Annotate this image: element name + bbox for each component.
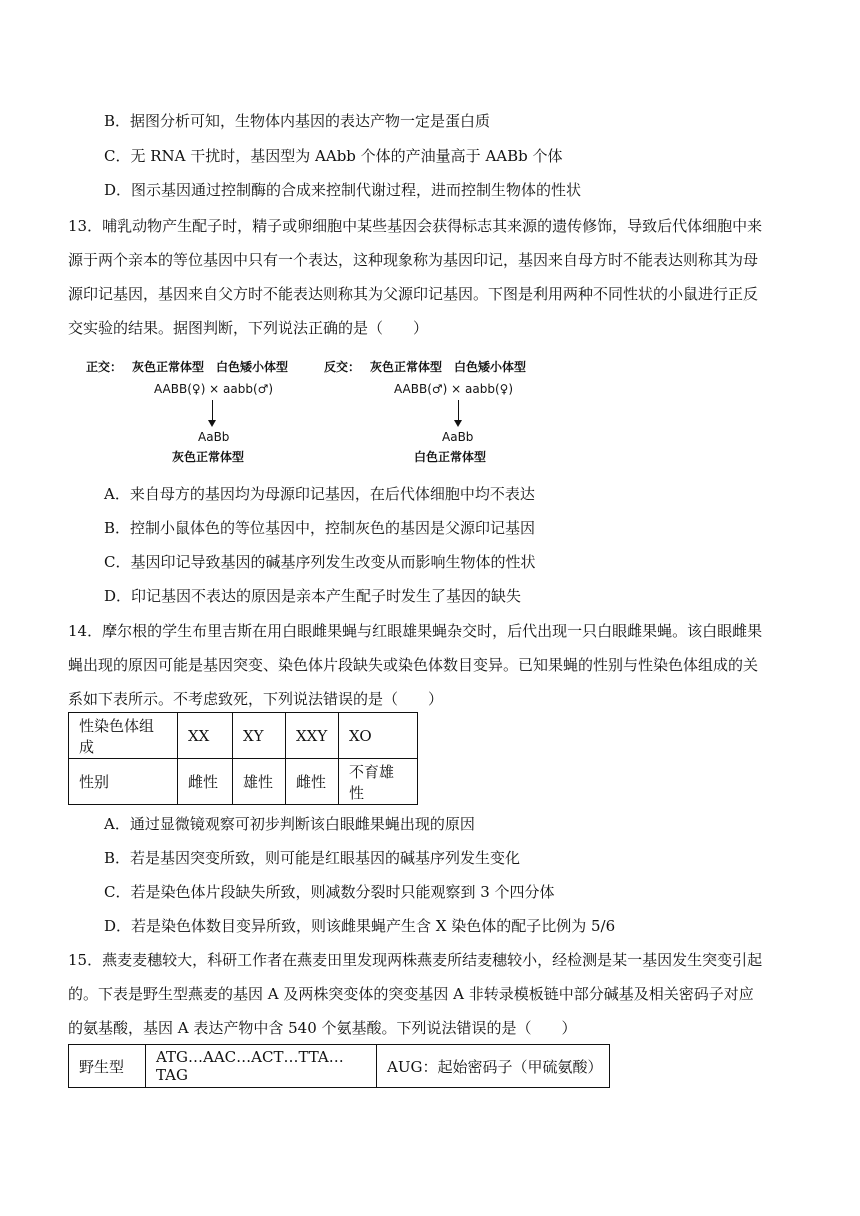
q13-option-c: C．基因印记导致基因的碱基序列发生改变从而影响生物体的性状 [104, 553, 536, 571]
reverse-cross-label: 反交： [324, 360, 361, 374]
q15-stem-line-1: 15．燕麦麦穗较大，科研工作者在燕麦田里发现两株燕麦所结麦穗较小，经检测是某一基因发生突变引起 [68, 951, 763, 969]
sex-chromosome-table [68, 712, 418, 805]
reverse-parents: 灰色正常体型 白色矮小体型 [370, 360, 527, 374]
forward-arrow-head-icon [208, 420, 216, 427]
q14-stem-line-3: 系如下表所示。不考虑致死，下列说法错误的是（ ） [68, 690, 444, 708]
q15-stem-line-3: 的氨基酸，基因 A 表达产物中含 540 个氨基酸。下列说法错误的是（ ） [68, 1019, 577, 1037]
forward-parents: 灰色正常体型 白色矮小体型 [132, 360, 289, 374]
table-cell: XO [339, 713, 418, 759]
q15-stem-line-2: 的。下表是野生型燕麦的基因 A 及两株突变体的突变基因 A 非转录模板链中部分碱基及相关密码子对应 [68, 985, 754, 1003]
q14-stem-line-1: 14．摩尔根的学生布里吉斯在用白眼雌果蝇与红眼雄果蝇杂交时，后代出现一只白眼雌果蝇。该白眼雌果 [68, 622, 763, 640]
reverse-offspring-phenotype: 白色正常体型 [414, 450, 487, 464]
table-cell: AUG：起始密码子（甲硫氨酸） [377, 1045, 610, 1088]
forward-cross-label: 正交： [86, 360, 123, 374]
reverse-arrow-head-icon [454, 420, 462, 427]
q13-stem-line-4: 交实验的结果。据图判断，下列说法正确的是（ ） [68, 319, 429, 337]
forward-cross-genotypes: AABB(♀) × aabb(♂) [154, 382, 274, 396]
forward-offspring-genotype: AaBb [198, 430, 230, 444]
table-cell: XY [233, 713, 286, 759]
q13-option-a: A．来自母方的基因均为母源印记基因，在后代体细胞中均不表达 [104, 485, 535, 503]
table-cell: XX [178, 713, 233, 759]
table-row [69, 759, 418, 805]
q13-stem-line-2: 源于两个亲本的等位基因中只有一个表达，这种现象称为基因印记，基因来自母方时不能表达则称其为母 [68, 251, 759, 269]
table-cell: ATG…AAC…ACT…TTA…TAG [146, 1045, 377, 1088]
gene-table [68, 1044, 610, 1088]
reverse-arrow-icon [458, 400, 459, 422]
q14-stem-line-2: 蝇出现的原因可能是基因突变、染色体片段缺失或染色体数目变异。已知果蝇的性别与性染色体组成的关 [68, 656, 759, 674]
forward-arrow-icon [212, 400, 213, 422]
q14-option-d: D．若是染色体数目变异所致，则该雌果蝇产生含 X 染色体的配子比例为 5/6 [104, 917, 616, 935]
q13-stem-line-1: 13．哺乳动物产生配子时，精子或卵细胞中某些基因会获得标志其来源的遗传修饰，导致后代体细胞中来 [68, 217, 763, 235]
q14-option-b: B．若是基因突变所致，则可能是红眼基因的碱基序列发生变化 [104, 849, 521, 867]
table-row [69, 1045, 610, 1088]
table-row [69, 713, 418, 759]
table-cell: 雌性 [286, 759, 339, 805]
q14-option-c: C．若是染色体片段缺失所致，则减数分裂时只能观察到 3 个四分体 [104, 883, 555, 901]
q14-option-a: A．通过显微镜观察可初步判断该白眼雌果蝇出现的原因 [104, 815, 475, 833]
table-cell: XXY [286, 713, 339, 759]
q13-option-b: B．控制小鼠体色的等位基因中，控制灰色的基因是父源印记基因 [104, 519, 536, 537]
table-cell: 性别 [69, 759, 178, 805]
q12-option-b: B．据图分析可知，生物体内基因的表达产物一定是蛋白质 [104, 112, 491, 130]
q12-option-c: C．无 RNA 干扰时，基因型为 AAbb 个体的产油量高于 AABb 个体 [104, 147, 563, 165]
reverse-cross-genotypes: AABB(♂) × aabb(♀) [394, 382, 514, 396]
table-cell: 性染色体组成 [69, 713, 178, 759]
q12-option-d: D．图示基因通过控制酶的合成来控制代谢过程，进而控制生物体的性状 [104, 181, 582, 199]
table-cell: 不育雄性 [339, 759, 418, 805]
reverse-offspring-genotype: AaBb [442, 430, 474, 444]
forward-offspring-phenotype: 灰色正常体型 [172, 450, 245, 464]
table-cell: 雄性 [233, 759, 286, 805]
q13-stem-line-3: 源印记基因，基因来自父方时不能表达则称其为父源印记基因。下图是利用两种不同性状的小鼠进行正反 [68, 285, 759, 303]
q13-option-d: D．印记基因不表达的原因是亲本产生配子时发生了基因的缺失 [104, 587, 522, 605]
table-cell: 野生型 [69, 1045, 146, 1088]
cross-diagram [86, 354, 566, 466]
table-cell: 雌性 [178, 759, 233, 805]
